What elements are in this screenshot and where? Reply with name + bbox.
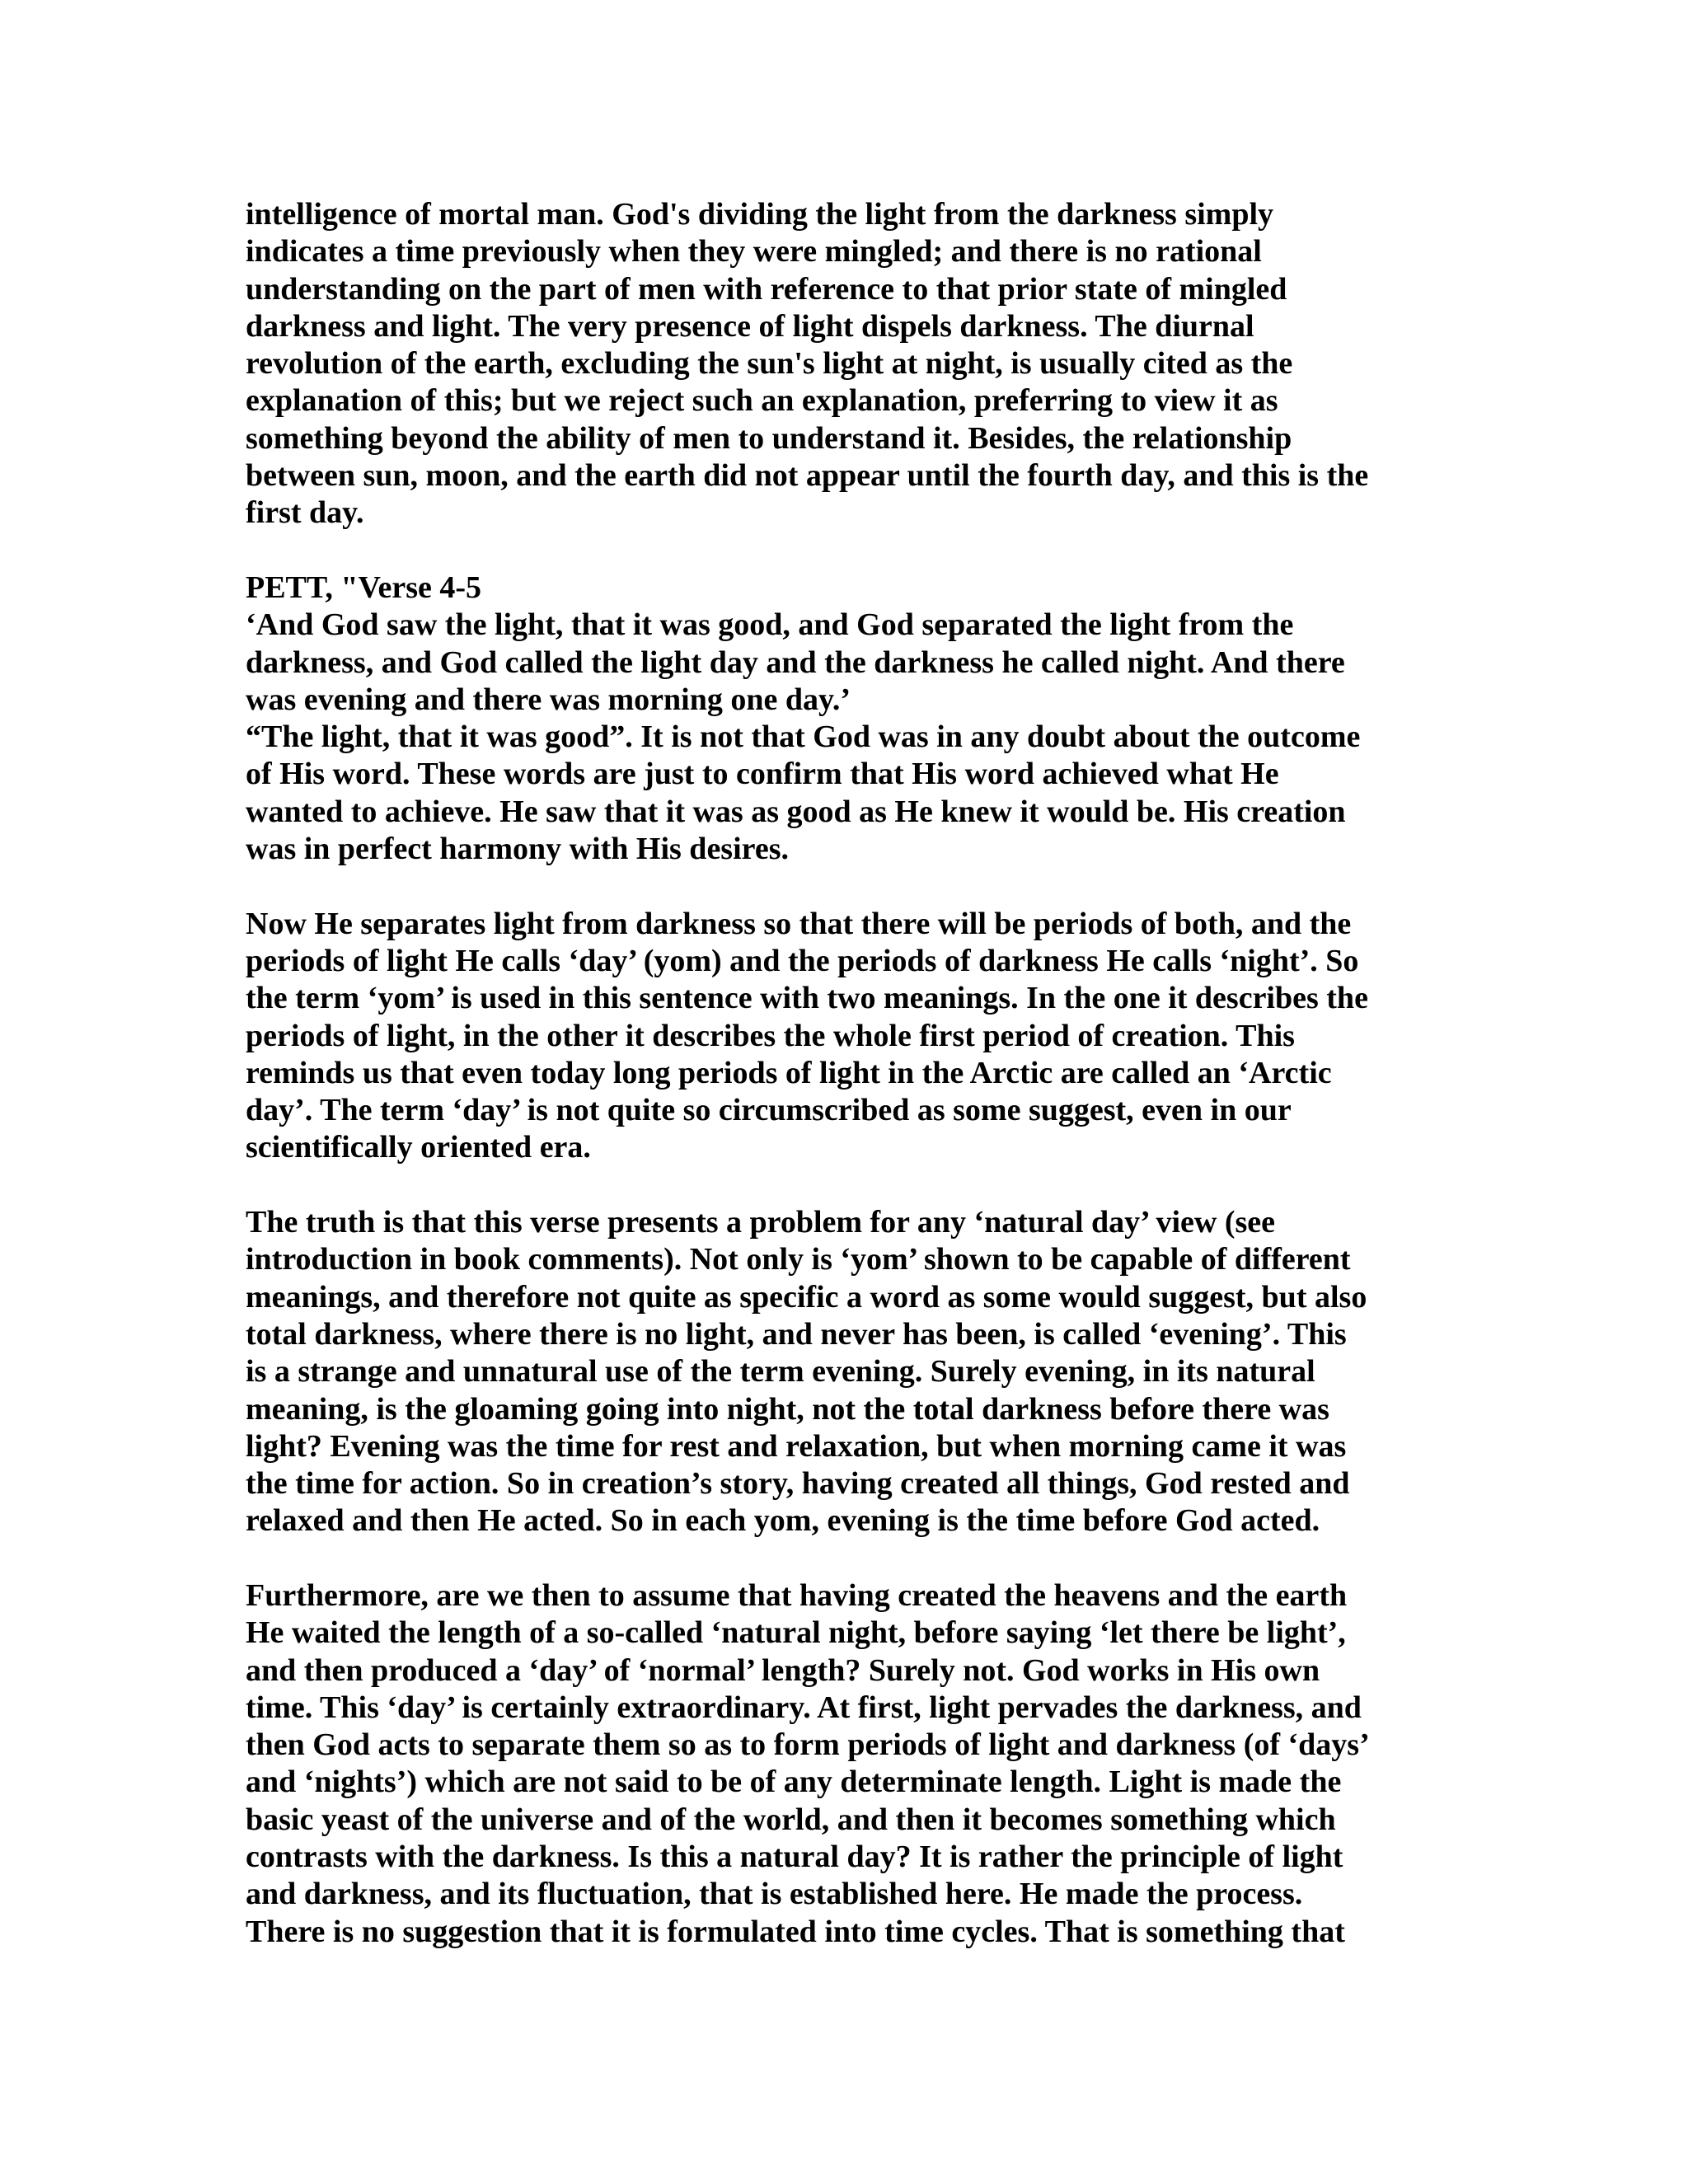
verse-quote: ‘And God saw the light, that it was good, and God separated the light from the darkness, and God called the light day and the darkness he called night. And there was evening and there was morning one day.’ <box>246 607 1345 717</box>
paragraph-intelligence: intelligence of mortal man. God's dividing the light from the darkness simply indicates a time previously when they were mingled; and there is no rational understanding on the part of men with reference to that prior state of mingled darkness and light. The very presence of light dispels darkness. The diurnal revolution of the earth, excluding the sun's light at night, is usually cited as the explanation of this; but we reject such an explanation, preferring to view it as something beyond the ability of men to understand it. Besides, the relationship between sun, moon, and the earth did not appear until the fourth day, and this is the first day. <box>246 197 1369 531</box>
paragraph-separates-light: Now He separates light from darkness so that there will be periods of both, and the periods of light He calls ‘day’ (yom) and the periods of darkness He calls ‘night’. So the term ‘yom’ is used in this sentence with two meanings. In the one it describes the periods of light, in the other it describes the whole first period of creation. This reminds us that even today long periods of light in the Arctic are called an ‘Arctic day’. The term ‘day’ is not quite so circumscribed as some suggest, even in our scientifically oriented era. <box>246 906 1368 1165</box>
paragraph-furthermore: Furthermore, are we then to assume that having created the heavens and the earth He waited the length of a so-called ‘natural night, before saying ‘let there be light’, and then produced a ‘day’ of ‘normal’ length? Surely not. God works in His own time. This ‘day’ is certainly extraordinary. At first, light pervades the darkness, and then God acts to separate them so as to form periods of light and darkness (of ‘days’ and ‘nights’) which are not said to be of any determinate length. Light is made the basic yeast of the universe and of the world, and then it becomes something which contrasts with the darkness. Is this a natural day? It is rather the principle of light and darkness, and its fluctuation, that is established here. He made the process. There is no suggestion that it is formulated into time cycles. That is something that <box>246 1577 1370 1949</box>
document-page <box>246 196 1441 1951</box>
paragraph-light-good: “The light, that it was good”. It is not that God was in any doubt about the outcome of His word. These words are just to confirm that His word achieved what He wanted to achieve. He saw that it was as good as He knew it would be. His creation was in perfect harmony with His desires. <box>246 719 1361 867</box>
paragraph-natural-day: The truth is that this verse presents a problem for any ‘natural day’ view (see introduction in book comments). Not only is ‘yom’ shown to be capable of different meanings, and therefore not quite as specific a word as some would suggest, but also total darkness, where there is no light, and never has been, is called ‘evening’. This is a strange and unnatural use of the term evening. Surely evening, in its natural meaning, is the gloaming going into night, not the total darkness before there was light? Evening was the time for rest and relaxation, but when morning came it was the time for action. So in creation’s story, having created all things, God rested and relaxed and then He acted. So in each yom, evening is the time before God acted. <box>246 1205 1367 1539</box>
section-heading-pett: PETT, "Verse 4-5 <box>246 569 482 605</box>
